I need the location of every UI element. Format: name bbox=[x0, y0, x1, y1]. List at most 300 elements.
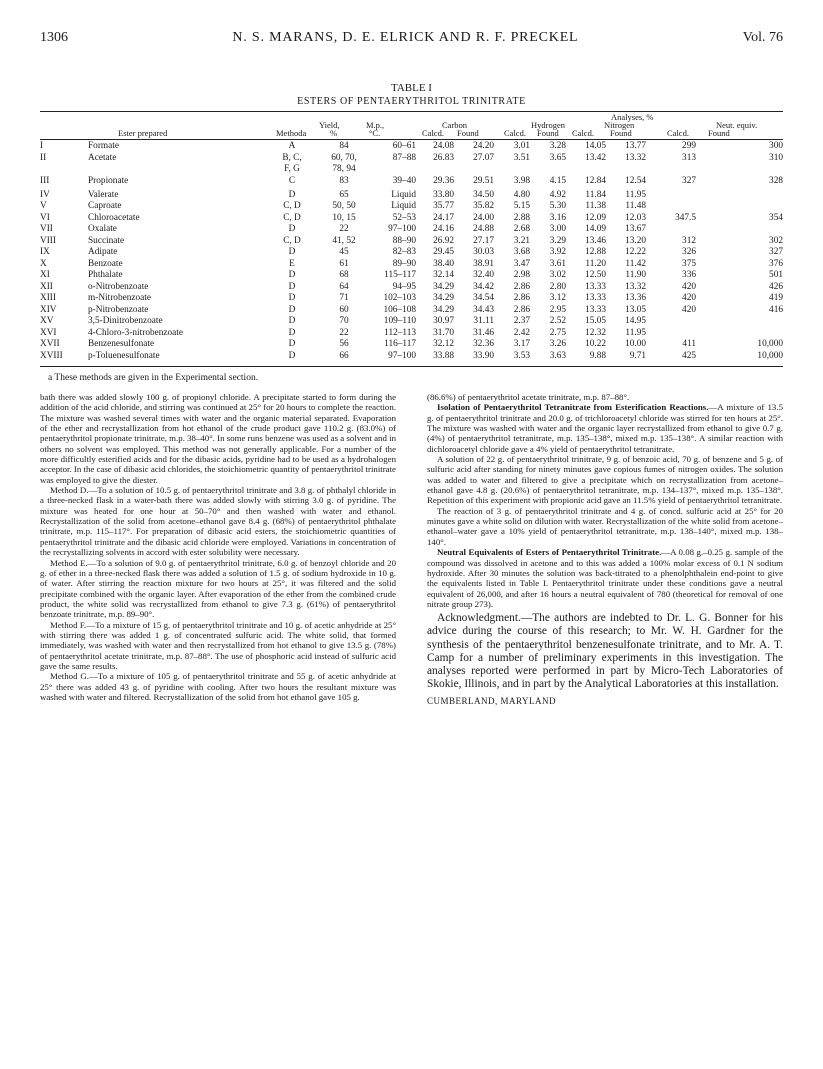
table-cell: 106–108 bbox=[383, 304, 416, 315]
table-cell: p-Toluenesulfonate bbox=[88, 350, 160, 361]
table-cell: 24.00 bbox=[473, 212, 494, 223]
table-cell: 13.05 bbox=[625, 304, 646, 315]
table-cell: 109–110 bbox=[383, 316, 416, 326]
isolation-text: —A mixture of 13.5 g. of pentaerythritol trinitrate and 20.0 g. of trichloroacetyl chloride was stirred for ten hours at 25°. The mixture was washed with water and the organic layer recrystallized from ethanol to give 0.7 g. (4%) of pentaerythritol tetranitrate, m.p. 135–138°, mixed m.p. 135–138°. A similar reaction with dichloroacetyl chloride gave a 4% yield of pentaerythritol tetranitrate. bbox=[427, 402, 783, 454]
table-cell: 38.40 bbox=[433, 258, 454, 269]
table-cell: D bbox=[288, 247, 296, 257]
paragraph-benzoic: A solution of 22 g. of pentaerythritol trinitrate, 9 g. of benzoic acid, 70 g. of benzene and 5 g. of sulfuric acid after standing for ninety minutes gave copious fumes of nitrogen oxides. The solution was added to water and filtered to give a precipitate which on recrystallization from acetone–ethanol gave 4.8 g. (20.6%) of pentaerythritol tetranitrate, m.p. 134–137°, mixed m.p. 135–138°. Repetition of this experiment with propionic acid gave an 11.5% yield of pentaerythritol tetranitrate. bbox=[427, 454, 783, 506]
table-cell: 32.14 bbox=[433, 270, 454, 280]
esters-table bbox=[40, 141, 783, 362]
table-cell: 3,5-Dinitrobenzoate bbox=[88, 316, 163, 326]
mp-header-1: M.p., bbox=[366, 120, 385, 130]
table-cell: 2.86 bbox=[513, 281, 530, 292]
table-cell: 97–100 bbox=[388, 350, 416, 361]
yield-header-2: % bbox=[330, 128, 338, 138]
table-cell: 327 bbox=[769, 247, 783, 257]
table-cell: 11.90 bbox=[625, 270, 646, 280]
table-cell: VII bbox=[40, 224, 53, 234]
table-cell: Valerate bbox=[88, 189, 119, 200]
table-cell: VI bbox=[40, 212, 50, 223]
table-row bbox=[40, 236, 783, 248]
table-row bbox=[40, 316, 783, 328]
acknowledgment: Acknowledgment.—The authors are indebted to Dr. L. G. Bonner for his advice during the course of this research; to Mr. W. H. Gardner for the synthesis of the pentaerythritol benzenesulfonate trinitrate, and to Mr. A. T. Camp for a number of preliminary experiments in this investigation. The analyses reported were performed in part by Micro-Tech Laboratories of Skokie, Illinois, and in part by the Analytical Laboratories at this installation. bbox=[427, 612, 783, 691]
table-cell: 4.15 bbox=[549, 175, 566, 186]
table-cell: Oxalate bbox=[88, 224, 117, 234]
table-cell: D bbox=[288, 304, 296, 315]
table-cell: 10,000 bbox=[757, 339, 783, 349]
table-cell: 326 bbox=[682, 247, 696, 257]
table-row bbox=[40, 328, 783, 340]
table-cell: 3.63 bbox=[549, 350, 566, 361]
table-cell: 10,000 bbox=[757, 350, 783, 361]
table-cell: 3.68 bbox=[513, 247, 530, 257]
table-cell bbox=[566, 164, 606, 176]
table-cell: 426 bbox=[769, 281, 783, 292]
table-row bbox=[40, 153, 783, 165]
neut-calcd-header: Calcd. bbox=[667, 128, 689, 138]
table-cell bbox=[646, 201, 696, 213]
table-cell: XVI bbox=[40, 327, 57, 338]
table-cell: o-Nitrobenzoate bbox=[88, 281, 149, 292]
table-cell: 50, 50 bbox=[332, 201, 356, 211]
table-cell: 87–88 bbox=[392, 152, 416, 163]
table-row bbox=[40, 339, 783, 351]
table-cell: 2.52 bbox=[549, 316, 566, 326]
table-cell: 12.32 bbox=[585, 327, 606, 338]
table-cell: 3.16 bbox=[549, 212, 566, 223]
table-cell bbox=[454, 164, 494, 176]
table-cell: 2.68 bbox=[513, 224, 530, 234]
table-cell: 70 bbox=[339, 316, 349, 326]
table-cell: C, D bbox=[283, 235, 301, 246]
table-cell: 34.43 bbox=[473, 304, 494, 315]
table-cell: 31.70 bbox=[433, 327, 454, 338]
table-cell: 65 bbox=[339, 189, 349, 200]
table-cell: D bbox=[288, 339, 296, 349]
paragraph: Method D.—To a solution of 10.5 g. of pentaerythritol trinitrate and 3.8 g. of phthalyl chloride in a three-necked flask in a water-bath there was added slowly with stirring 3.0 g. of pyridine. The mixture was heated for one hour at 50–70° and then washed with water and ethanol. Recrystallization of the solid from acetone–ethanol gave 8.4 g. (68%) of pentaerythritol phthalate trinitrate, m.p. 115–117°. For preparation of dibasic acid esters, the stoichiometric quantities of pentaerythritol trinitrate and the dibasic acid chloride were employed. Variations in concentration of the recrystallizing solvents in accord with ester solubility were necessary. bbox=[40, 485, 396, 558]
table-cell: 29.51 bbox=[473, 175, 494, 186]
table-cell: 66 bbox=[339, 350, 349, 361]
table-bottom-rule bbox=[40, 366, 783, 367]
table-cell: XII bbox=[40, 281, 53, 292]
running-authors: N. S. MARANS, D. E. ELRICK AND R. F. PRECKEL bbox=[232, 30, 579, 45]
table-cell: 10, 15 bbox=[332, 212, 356, 223]
table-cell: 501 bbox=[769, 270, 783, 280]
table-cell: 94–95 bbox=[392, 281, 416, 292]
table-cell: 354 bbox=[769, 212, 783, 223]
table-cell: 52–53 bbox=[392, 212, 416, 223]
table-row bbox=[40, 224, 783, 236]
table-cell: Benzoate bbox=[88, 258, 123, 269]
table-cell: C, D bbox=[283, 212, 301, 223]
table-cell: D bbox=[288, 224, 296, 234]
table-cell: 11.20 bbox=[585, 258, 606, 269]
hydrogen-calcd-header: Calcd. bbox=[504, 128, 526, 138]
table-cell: D bbox=[288, 293, 296, 303]
table-cell: 71 bbox=[339, 293, 349, 303]
table-cell: Phthalate bbox=[88, 270, 123, 280]
table-cell: 416 bbox=[769, 304, 783, 315]
table-cell bbox=[696, 164, 783, 176]
paragraph: Method E.—To a solution of 9.0 g. of pentaerythritol trinitrate, 6.0 g. of benzoyl chloride and 20 g. of ether in a three-necked flask there was added a solution of 1.5 g. of sodium hydroxide in 10 g. of water. After stirring the reaction mixture for two hours at 25°, it was filtered and the solid precipitate combined with the organic layer. After evaporation of the ether from the combined crude product, the white solid was recrystallized from ethanol to give 7.3 g. (61%) of pentaerythritol benzoate trinitrate, m.p. 89–90°. bbox=[40, 557, 396, 620]
left-column bbox=[40, 392, 396, 702]
table-cell: 13.33 bbox=[585, 293, 606, 303]
table-cell bbox=[366, 164, 416, 176]
table-row bbox=[40, 259, 783, 271]
paragraph-continued: (86.6%) of pentaerythritol acetate trinitrate, m.p. 87–88°. bbox=[427, 392, 630, 402]
table-cell: 420 bbox=[682, 281, 696, 292]
table-cell: 375 bbox=[682, 258, 696, 269]
table-row bbox=[40, 293, 783, 305]
table-cell: 39–40 bbox=[392, 175, 416, 186]
table-cell: 3.53 bbox=[513, 350, 530, 361]
table-cell: 4-Chloro-3-nitrobenzoate bbox=[88, 327, 184, 338]
table-cell: 3.92 bbox=[549, 247, 566, 257]
table-row bbox=[40, 201, 783, 213]
table-cell: 3.17 bbox=[513, 339, 530, 349]
location: CUMBERLAND, MARYLAND bbox=[427, 696, 557, 707]
table-cell bbox=[80, 164, 262, 176]
table-cell: D bbox=[288, 281, 296, 292]
table-cell: D bbox=[288, 270, 296, 280]
table-cell: 13.32 bbox=[625, 152, 646, 163]
table-cell: 10.00 bbox=[625, 339, 646, 349]
table-cell bbox=[530, 164, 566, 176]
table-cell: 9.71 bbox=[629, 350, 646, 361]
table-cell: 15.05 bbox=[585, 316, 606, 326]
table-cell: 3.61 bbox=[549, 258, 566, 269]
table-cell: 12.09 bbox=[585, 212, 606, 223]
table-cell: 29.36 bbox=[433, 175, 454, 186]
table-cell: 60, 70, bbox=[331, 152, 357, 163]
table-cell: 33.88 bbox=[433, 350, 454, 361]
table-cell: 2.37 bbox=[513, 316, 530, 326]
table-cell: 3.65 bbox=[549, 152, 566, 163]
table-cell: 35.82 bbox=[473, 201, 494, 211]
neutral-heading: Neutral Equivalents of Esters of Pentaerythritol Trinitrate. bbox=[437, 547, 662, 558]
table-cell: 347.5 bbox=[675, 212, 696, 223]
table-cell: IX bbox=[40, 247, 50, 257]
table-cell: 64 bbox=[339, 281, 349, 292]
table-cell: 420 bbox=[682, 293, 696, 303]
table-cell: 313 bbox=[682, 152, 696, 163]
hydrogen-header: Hydrogen bbox=[531, 120, 565, 130]
table-cell: p-Nitrobenzoate bbox=[88, 304, 149, 315]
table-cell: 41, 52 bbox=[332, 235, 356, 246]
table-cell: 32.36 bbox=[473, 339, 494, 349]
table-caption: ESTERS OF PENTAERYTHRITOL TRINITRATE bbox=[297, 96, 526, 107]
table-cell: X bbox=[40, 258, 47, 269]
table-cell: 327 bbox=[682, 175, 696, 186]
table-cell: 2.98 bbox=[513, 270, 530, 280]
table-cell: 68 bbox=[339, 270, 349, 280]
table-cell: 14.05 bbox=[585, 141, 606, 151]
table-cell: 34.29 bbox=[433, 281, 454, 292]
table-row bbox=[40, 141, 783, 153]
table-cell: 425 bbox=[682, 350, 696, 361]
table-cell: 60–61 bbox=[392, 141, 416, 151]
table-cell: 45 bbox=[339, 247, 349, 257]
table-cell: 29.45 bbox=[433, 247, 454, 257]
table-cell: 34.29 bbox=[433, 304, 454, 315]
table-cell: 116–117 bbox=[384, 339, 416, 349]
table-cell: 78, 94 bbox=[332, 164, 356, 174]
method-header: Methoda bbox=[276, 128, 307, 138]
table-cell bbox=[646, 224, 696, 236]
table-row bbox=[40, 164, 783, 176]
table-cell: A bbox=[288, 141, 296, 151]
table-cell: 102–103 bbox=[383, 293, 416, 303]
table-cell: 30.03 bbox=[473, 247, 494, 257]
isolation-heading: Isolation of Pentaerythritol Tetranitrate from Esterification Reactions. bbox=[437, 402, 709, 413]
table-cell: II bbox=[40, 152, 47, 163]
mp-header-2: °C. bbox=[369, 128, 381, 138]
table-cell: 12.84 bbox=[585, 175, 606, 186]
table-cell bbox=[696, 201, 783, 213]
table-cell: 30.97 bbox=[433, 316, 454, 326]
table-cell: 34.54 bbox=[473, 293, 494, 303]
table-cell: 38.91 bbox=[473, 258, 494, 269]
table-cell: 376 bbox=[769, 258, 783, 269]
table-cell: 13.32 bbox=[625, 281, 646, 292]
table-cell: 5.15 bbox=[513, 201, 530, 211]
page-header bbox=[40, 30, 783, 52]
table-cell: XVII bbox=[40, 339, 60, 349]
table-cell: 420 bbox=[682, 304, 696, 315]
table-cell: 12.50 bbox=[585, 270, 606, 280]
table-cell: 88–90 bbox=[392, 235, 416, 246]
table-cell: 12.54 bbox=[625, 175, 646, 186]
table-row bbox=[40, 282, 783, 294]
table-cell: 56 bbox=[339, 339, 349, 349]
table-cell: 3.47 bbox=[513, 258, 530, 269]
table-cell: Caproate bbox=[88, 201, 122, 211]
table-cell: 2.80 bbox=[549, 281, 566, 292]
table-cell: 112–113 bbox=[384, 327, 416, 338]
table-cell: 26.92 bbox=[433, 235, 454, 246]
table-cell: C bbox=[288, 175, 296, 186]
table-cell: V bbox=[40, 201, 47, 211]
table-cell: 3.02 bbox=[549, 270, 566, 280]
table-cell: 2.86 bbox=[513, 304, 530, 315]
table-cell: Adipate bbox=[88, 247, 118, 257]
table-cell: 31.11 bbox=[473, 316, 494, 326]
table-cell: m-Nitrobenzoate bbox=[88, 293, 151, 303]
table-cell: D bbox=[288, 327, 296, 338]
table-cell: 336 bbox=[682, 270, 696, 280]
table-cell: 14.95 bbox=[625, 316, 646, 326]
table-header-rule bbox=[40, 139, 783, 140]
table-row bbox=[40, 270, 783, 282]
table-cell: XI bbox=[40, 270, 50, 280]
table-cell bbox=[646, 190, 696, 202]
table-title: TABLE I bbox=[391, 82, 432, 94]
table-cell: 312 bbox=[682, 235, 696, 246]
table-cell: 82–83 bbox=[392, 247, 416, 257]
table-cell: 13.67 bbox=[625, 224, 646, 234]
carbon-calcd-header: Calcd. bbox=[422, 128, 444, 138]
table-cell: B, C, bbox=[282, 152, 302, 163]
table-cell bbox=[494, 164, 530, 176]
table-cell: Formate bbox=[88, 141, 119, 151]
table-cell: 32.40 bbox=[473, 270, 494, 280]
paragraph-sulfuric: The reaction of 3 g. of pentaerythritol trinitrate and 4 g. of concd. sulfuric acid at 25° for 20 minutes gave a white solid on dilution with water. Recrystallization of the white solid from acetone–ethanol–water gave a 10% yield of pentaerythritol tetranitrate, m.p. 138–140°, mixed m.p. 138–140°. bbox=[427, 505, 783, 547]
neutral-text: —A 0.08 g.–0.25 g. sample of the compound was dissolved in acetone and to this was added a 100% molar excess of 0.1 N sodium hydroxide. After 30 minutes the solution was back-titrated to a phenolphthalein end-point to give the equivalents listed in Table I. Pentaerythritol trinitrate under these conditions gave a neutral equivalent of 26,000, and after 16 hours a neutral equivalent of 780 (theoretical for removal of one nitrate group 273). bbox=[427, 547, 784, 609]
table-cell: F, G bbox=[284, 164, 300, 174]
table-cell: 24.16 bbox=[433, 224, 454, 234]
table-cell: D bbox=[288, 350, 296, 361]
table-cell bbox=[606, 164, 646, 176]
table-cell: 83 bbox=[339, 175, 349, 186]
table-cell: 13.33 bbox=[585, 304, 606, 315]
carbon-header: Carbon bbox=[442, 120, 468, 130]
table-cell: 13.36 bbox=[625, 293, 646, 303]
table-cell: 310 bbox=[769, 152, 783, 163]
table-cell: 115–117 bbox=[384, 270, 416, 280]
table-row bbox=[40, 247, 783, 259]
table-cell: 22 bbox=[339, 224, 349, 234]
table-cell: I bbox=[40, 141, 44, 151]
table-cell: 11.95 bbox=[625, 189, 646, 200]
table-cell: III bbox=[40, 175, 50, 186]
table-cell: 411 bbox=[682, 339, 696, 349]
right-column bbox=[427, 392, 783, 707]
table-cell: 34.50 bbox=[473, 189, 494, 200]
paragraph: Method F.—To a mixture of 15 g. of pentaerythritol trinitrate and 10 g. of acetic anhydride at 25° with stirring there was added 1 g. of concentrated sulfuric acid. The white solid, that formed immediately, was washed with water and then recrystallized from hot ethanol to give 13.5 g. (78%) of pentaerythritol acetate trinitrate, m.p. 87–88°. The use of phosphoric acid instead of sulfuric acid gave the same results. bbox=[40, 619, 396, 671]
table-cell: 24.08 bbox=[433, 141, 454, 151]
table-cell bbox=[646, 328, 696, 340]
table-cell: 2.75 bbox=[549, 327, 566, 338]
table-cell: 11.42 bbox=[625, 258, 646, 269]
table-cell: XV bbox=[40, 316, 54, 326]
table-cell: 299 bbox=[682, 141, 696, 151]
volume-number: Vol. 76 bbox=[742, 30, 783, 45]
table-cell: Succinate bbox=[88, 235, 125, 246]
table-cell: 24.17 bbox=[433, 212, 454, 223]
table-cell: 22 bbox=[339, 327, 349, 338]
nitrogen-header: Nitrogen bbox=[604, 120, 635, 130]
table-cell: 13.77 bbox=[625, 141, 646, 151]
table-cell: 3.12 bbox=[549, 293, 566, 303]
table-cell: 4.92 bbox=[549, 189, 566, 200]
table-cell: 5.30 bbox=[549, 201, 566, 211]
table-cell: 2.88 bbox=[513, 212, 530, 223]
table-cell: E bbox=[289, 258, 295, 269]
table-row bbox=[40, 190, 783, 202]
nitrogen-calcd-header: Calcd. bbox=[572, 128, 594, 138]
paragraph: bath there was added slowly 100 g. of propionyl chloride. A precipitate started to form during the addition of the acid chloride, and stirring was continued at 25° for 20 hours to complete the reaction. The mixture was washed several times with water and the organic material separated. Evaporation of the ether and recrystallization from hot ethanol of the crude product gave 110.2 g. (83.0%) of pentaerythritol propionate trinitrate, m.p. 38–40°. In some runs benzene was used as a solvent and in others no solvent was employed. This method was not generally applicable. For a number of the more difficultly esterified acids and for the dibasic acids, pyridine had to be used as a hydrohalogen acceptor. In the case of dibasic acid chlorides, the stoichiometric quantity of pentaerythritol trinitrate was employed to give the diester. bbox=[40, 392, 396, 485]
table-cell: 33.90 bbox=[473, 350, 494, 361]
table-cell: 61 bbox=[339, 258, 349, 269]
table-row bbox=[40, 351, 783, 363]
table-cell bbox=[646, 164, 696, 176]
table-cell: 3.28 bbox=[549, 141, 566, 151]
table-cell: 34.29 bbox=[433, 293, 454, 303]
neut-equiv-header: Neut. equiv. bbox=[716, 120, 758, 130]
table-cell: Acetate bbox=[88, 152, 117, 163]
table-cell: 12.88 bbox=[585, 247, 606, 257]
table-cell bbox=[696, 328, 783, 340]
hydrogen-found-header: Found bbox=[537, 128, 559, 138]
table-cell: 419 bbox=[769, 293, 783, 303]
table-cell: 11.48 bbox=[625, 201, 646, 211]
table-cell: 3.01 bbox=[513, 141, 530, 151]
table-cell: 84 bbox=[339, 141, 349, 151]
table-cell: D bbox=[288, 189, 296, 200]
nitrogen-found-header: Found bbox=[610, 128, 632, 138]
table-row bbox=[40, 213, 783, 225]
table-cell: 2.95 bbox=[549, 304, 566, 315]
table-cell: 24.20 bbox=[473, 141, 494, 151]
table-cell: 13.46 bbox=[585, 235, 606, 246]
ester-header: Ester prepared bbox=[118, 128, 168, 138]
table-cell: 3.29 bbox=[549, 235, 566, 246]
table-cell: XVIII bbox=[40, 350, 63, 361]
table-cell: 302 bbox=[769, 235, 783, 246]
analyses-header: Analyses, % bbox=[611, 112, 654, 122]
table-cell: 13.42 bbox=[585, 152, 606, 163]
yield-header-1: Yield, bbox=[319, 120, 340, 130]
table-cell: 3.21 bbox=[513, 235, 530, 246]
table-cell: 60 bbox=[339, 304, 349, 315]
carbon-found-header: Found bbox=[457, 128, 479, 138]
table-cell: 2.42 bbox=[513, 327, 530, 338]
table-cell: 97–100 bbox=[388, 224, 416, 234]
paragraph: Method G.—To a mixture of 105 g. of pentaerythritol trinitrate and 55 g. of acetic anhydride at 25° there was added 43 g. of pyridine with cooling. After two hours the resultant mixture was washed with water and filtered. Recrystallization of the solid from hot ethanol gave 105 g. bbox=[40, 671, 396, 702]
table-top-rule bbox=[40, 111, 783, 112]
table-cell: XIII bbox=[40, 293, 57, 303]
table-cell: Liquid bbox=[391, 189, 416, 200]
table-cell: 26.83 bbox=[433, 152, 454, 163]
table-cell bbox=[416, 164, 454, 176]
table-cell: 35.77 bbox=[433, 201, 454, 211]
table-cell: 27.17 bbox=[473, 235, 494, 246]
table-cell: 34.42 bbox=[473, 281, 494, 292]
table-cell: IV bbox=[40, 189, 50, 200]
table-cell: 14.09 bbox=[585, 224, 606, 234]
table-cell: Propionate bbox=[88, 175, 129, 186]
table-cell: 11.95 bbox=[625, 327, 646, 338]
table-cell: 328 bbox=[769, 175, 783, 186]
table-cell: 12.03 bbox=[625, 212, 646, 223]
table-cell: D bbox=[288, 316, 296, 326]
table-cell: 13.33 bbox=[585, 281, 606, 292]
table-cell bbox=[696, 190, 783, 202]
table-row bbox=[40, 305, 783, 317]
table-cell: 4.80 bbox=[513, 189, 530, 200]
table-cell: 24.88 bbox=[473, 224, 494, 234]
table-cell: C, D bbox=[283, 201, 301, 211]
table-footnote: a These methods are given in the Experimental section. bbox=[48, 373, 259, 383]
table-cell bbox=[696, 316, 783, 328]
paragraph-isolation bbox=[427, 402, 783, 454]
neut-found-header: Found bbox=[708, 128, 730, 138]
table-cell: 11.38 bbox=[585, 201, 606, 211]
table-cell: 32.12 bbox=[433, 339, 454, 349]
paragraph-neutral bbox=[427, 547, 783, 609]
table-cell: 3.51 bbox=[513, 152, 530, 163]
table-cell: 3.00 bbox=[549, 224, 566, 234]
table-cell: 89–90 bbox=[392, 258, 416, 269]
table-cell: Benzenesulfonate bbox=[88, 339, 155, 349]
table-cell: 31.46 bbox=[473, 327, 494, 338]
table-cell bbox=[646, 316, 696, 328]
table-cell: VIII bbox=[40, 235, 57, 246]
table-cell: Liquid bbox=[391, 201, 416, 211]
table-cell: 27.07 bbox=[473, 152, 494, 163]
table-cell: 3.26 bbox=[549, 339, 566, 349]
table-cell: 2.86 bbox=[513, 293, 530, 303]
